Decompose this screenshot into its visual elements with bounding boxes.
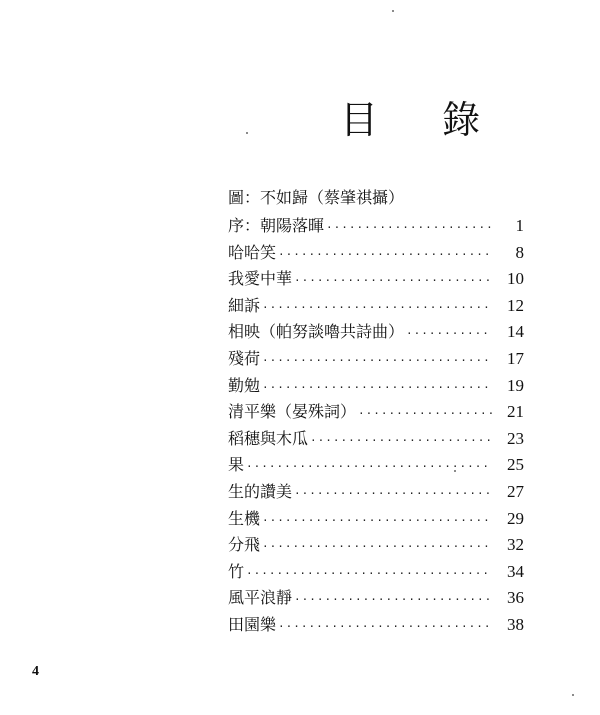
- toc-entry-page: 12: [507, 295, 524, 315]
- toc-dot-leader: [294, 268, 492, 295]
- toc-dot-leader: [262, 375, 492, 402]
- toc-entry: [228, 426, 524, 453]
- toc-entry-page: 32: [507, 535, 524, 555]
- toc-dot-leader: [326, 215, 492, 242]
- toc-entry: [228, 319, 524, 346]
- toc-entry-page: 27: [507, 481, 524, 501]
- toc-dot-leader: [358, 401, 492, 428]
- toc-entry-title: 風平浪靜: [228, 588, 293, 608]
- toc-entry-page: 38: [507, 614, 524, 634]
- toc-dot-leader: [262, 295, 492, 322]
- scan-speck: [454, 470, 456, 472]
- toc-entry: [228, 266, 524, 293]
- toc-entry-title: 田園樂: [228, 614, 277, 634]
- toc-entry: [228, 399, 524, 426]
- toc-entry-title: 序：朝陽落暉: [228, 216, 325, 235]
- toc-entry: [228, 240, 524, 267]
- toc-entry-title: 稻穗與木瓜: [228, 428, 309, 448]
- toc-dot-leader: [246, 454, 492, 481]
- toc-dot-leader: [246, 561, 492, 588]
- toc-entry-title: 哈哈笑: [228, 242, 277, 262]
- table-of-contents: [228, 213, 524, 639]
- toc-dot-leader: [406, 321, 492, 348]
- toc-entry-title: 果: [228, 455, 245, 475]
- toc-dot-leader: [278, 614, 492, 641]
- toc-dot-leader: [294, 481, 492, 508]
- toc-entry-page: 19: [507, 375, 524, 395]
- toc-entry-title: 我愛中華: [228, 269, 293, 289]
- toc-entry-title: 清平樂（晏殊詞）: [228, 402, 357, 422]
- toc-entry: [228, 452, 524, 479]
- toc-entry-title: 生機: [228, 508, 261, 528]
- toc-entry-title: 分飛: [228, 535, 261, 555]
- toc-entry-page: 8: [515, 242, 524, 262]
- toc-entry-page: 17: [507, 348, 524, 368]
- toc-entry: [228, 479, 524, 506]
- toc-entry-title: 竹: [228, 561, 245, 581]
- toc-dot-leader: [310, 428, 492, 455]
- scan-speck: [246, 132, 248, 134]
- page-number: 4: [32, 664, 39, 679]
- toc-entry: [228, 585, 524, 612]
- toc-entry-page: 14: [507, 322, 524, 342]
- toc-entry-page: 23: [507, 428, 524, 448]
- toc-dot-leader: [262, 508, 492, 535]
- toc-entry-title: 殘荷: [228, 348, 261, 368]
- toc-entry-title: 細訴: [228, 295, 261, 315]
- scan-speck: [392, 10, 394, 12]
- page-title: 目 錄: [340, 98, 507, 142]
- toc-entry: [228, 373, 524, 400]
- toc-entry-page: 10: [507, 269, 524, 289]
- toc-dot-leader: [294, 587, 492, 614]
- toc-entry-page: 1: [515, 216, 524, 235]
- toc-entry-page: 34: [507, 561, 524, 581]
- toc-dot-leader: [262, 534, 492, 561]
- scan-speck: [572, 694, 574, 696]
- toc-entry-page: 36: [507, 588, 524, 608]
- toc-entry-page: 29: [507, 508, 524, 528]
- toc-entry-title: 生的讚美: [228, 481, 293, 501]
- toc-entry-page: 25: [507, 455, 524, 475]
- toc-entry: [228, 506, 524, 533]
- toc-entry: [228, 293, 524, 320]
- toc-entry-title: 勤勉: [228, 375, 261, 395]
- toc-dot-leader: [278, 242, 492, 269]
- toc-illustration-entry: 圖：不如歸（蔡肇祺攝）: [228, 188, 405, 207]
- toc-entry-title: 相映（帕努談嚕共詩曲）: [228, 322, 405, 342]
- toc-entry-page: 21: [507, 402, 524, 422]
- toc-entry: [228, 612, 524, 639]
- toc-dot-leader: [262, 348, 492, 375]
- toc-entry: [228, 559, 524, 586]
- toc-entry: [228, 346, 524, 373]
- toc-entry: [228, 213, 524, 240]
- toc-entry: [228, 532, 524, 559]
